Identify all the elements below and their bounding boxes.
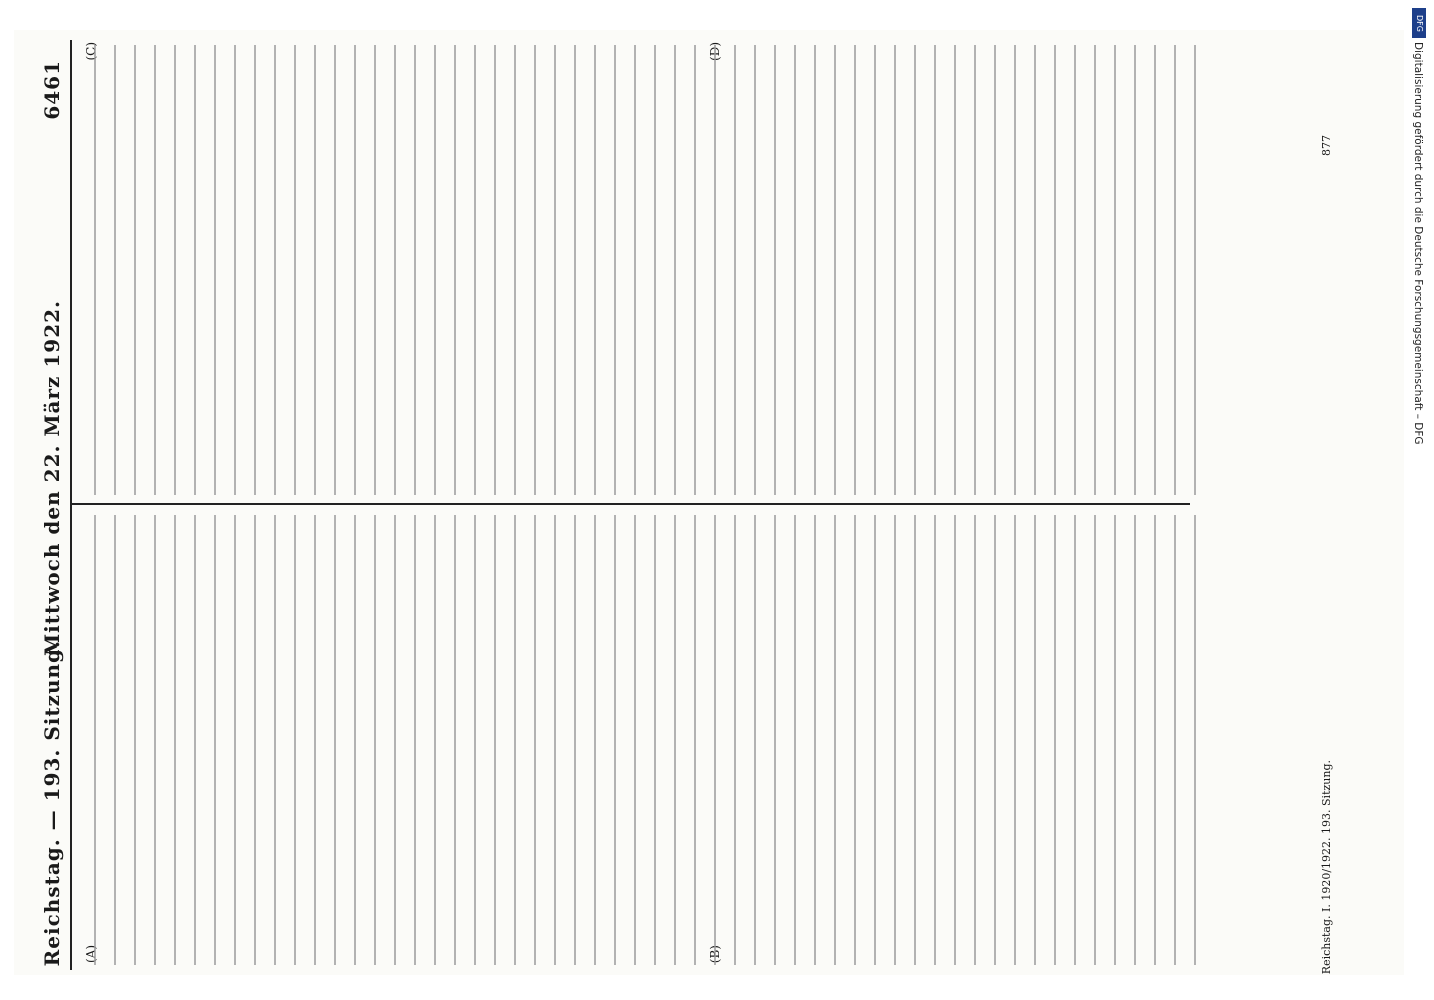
header-rule — [70, 40, 72, 970]
page-header-right: Mittwoch den 22. März 1922. — [40, 300, 64, 657]
page-header-left: Reichstag. — 193. Sitzung. — [40, 640, 64, 967]
margin-marker-c: (C) — [84, 42, 98, 61]
page-number: 6461 — [40, 60, 64, 120]
dfg-logo-icon: DFG — [1412, 8, 1426, 38]
body-text-lines — [80, 40, 1210, 970]
margin-marker-a: (A) — [84, 945, 98, 964]
digitization-credit: Digitalisierung gefördert durch die Deutsche Forschungsgemeinschaft – DFG — [1412, 42, 1424, 445]
footer-left: Reichstag. I. 1920/1922. 193. Sitzung. — [1320, 760, 1333, 975]
footer-right: 877 — [1320, 135, 1333, 156]
margin-marker-b: (B) — [708, 945, 722, 964]
margin-marker-d: (D) — [708, 42, 722, 61]
